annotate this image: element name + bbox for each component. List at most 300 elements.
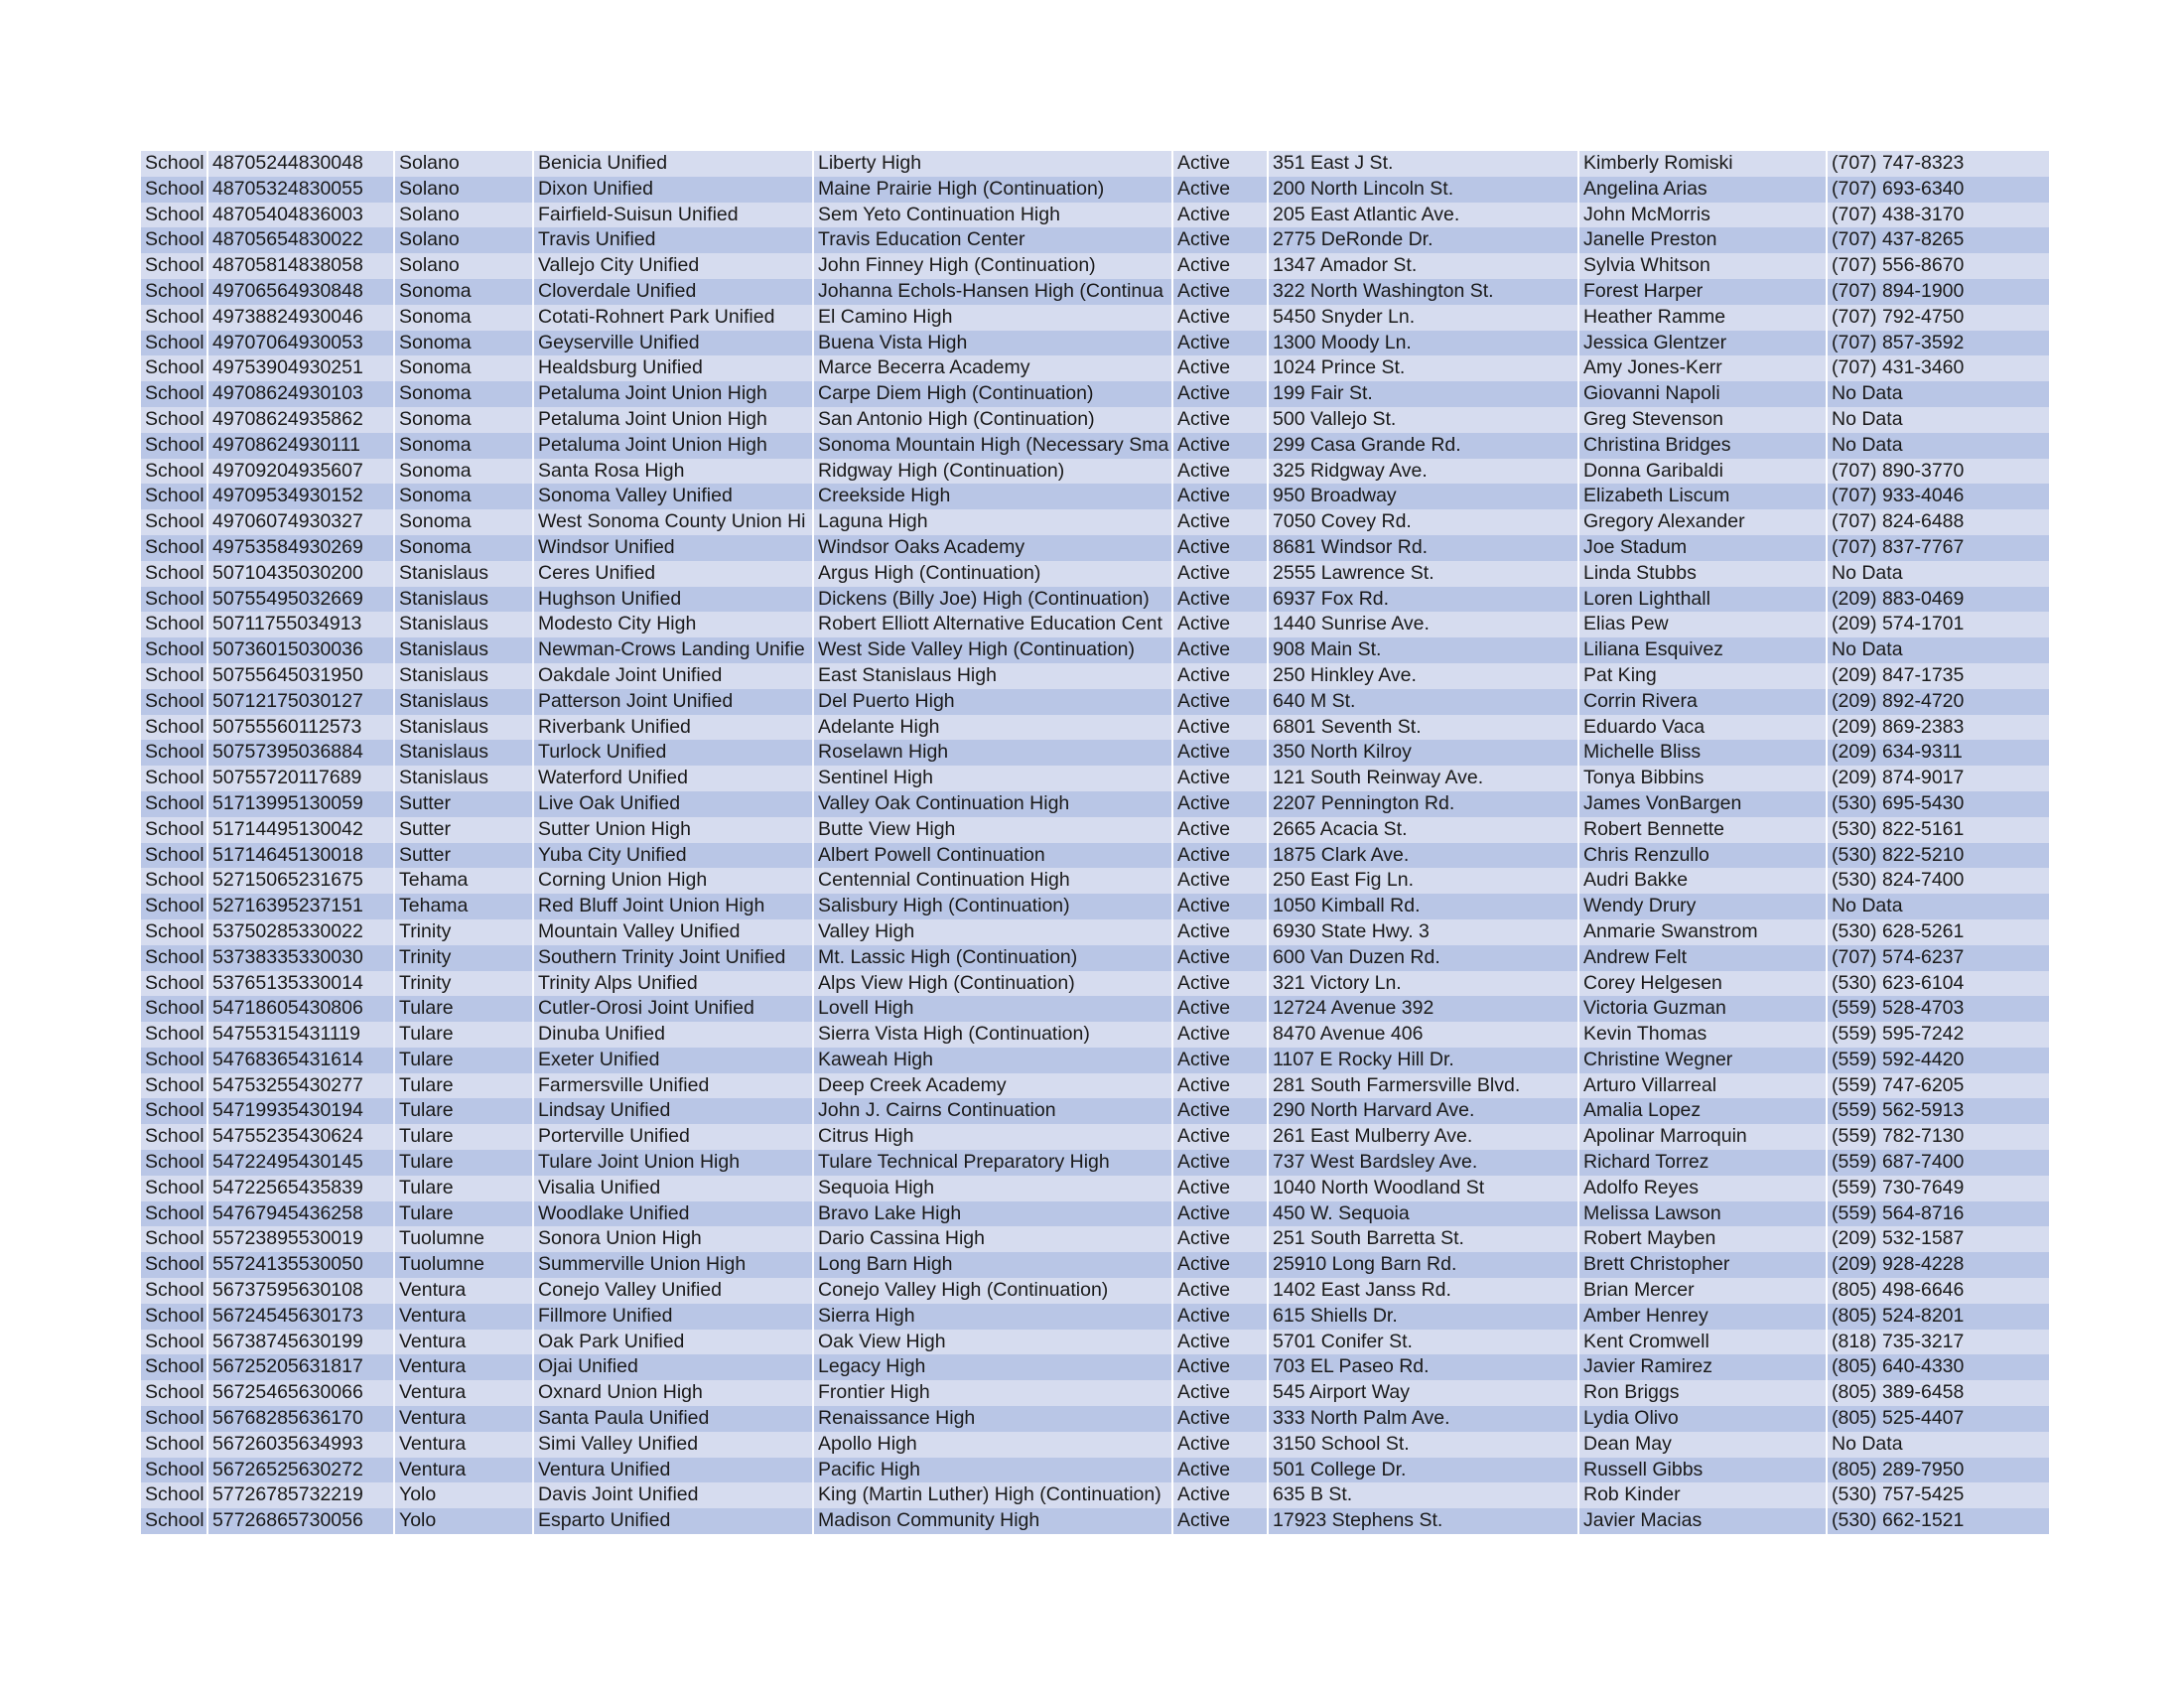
district-cell: Fillmore Unified bbox=[534, 1304, 814, 1330]
record-type-cell: School bbox=[141, 1278, 208, 1304]
record-type-cell: School bbox=[141, 1073, 208, 1099]
phone-cell: (805) 524-8201 bbox=[1832, 1304, 1965, 1327]
phone-cell: (707) 824-6488 bbox=[1832, 510, 1965, 533]
record-type-cell: School bbox=[141, 1482, 208, 1508]
cds-code-cell: 54718605430806 bbox=[208, 996, 395, 1022]
cds-code-cell: 56726525630272 bbox=[208, 1458, 395, 1483]
address-cell: 1347 Amador St. bbox=[1269, 253, 1579, 279]
administrator-cell: Anmarie Swanstrom bbox=[1579, 919, 1828, 945]
county-cell: Solano bbox=[395, 151, 534, 177]
address-cell: 250 East Fig Ln. bbox=[1269, 868, 1579, 894]
administrator-cell: Chris Renzullo bbox=[1579, 843, 1828, 869]
phone-cell: (530) 757-5425 bbox=[1832, 1483, 1965, 1506]
administrator-cell: Kimberly Romiski bbox=[1579, 151, 1828, 177]
district-cell: Dinuba Unified bbox=[534, 1022, 814, 1048]
county-cell: Sonoma bbox=[395, 459, 534, 485]
administrator-cell: Jessica Glentzer bbox=[1579, 331, 1828, 356]
status-cell: Active bbox=[1173, 1380, 1269, 1406]
district-cell: Benicia Unified bbox=[534, 151, 814, 177]
address-cell: 350 North Kilroy bbox=[1269, 740, 1579, 766]
table-row bbox=[141, 1278, 2049, 1304]
status-cell: Active bbox=[1173, 407, 1269, 433]
administrator-cell: Donna Garibaldi bbox=[1579, 459, 1828, 485]
table-row bbox=[141, 1048, 2049, 1073]
address-cell: 6930 State Hwy. 3 bbox=[1269, 919, 1579, 945]
address-cell: 1440 Sunrise Ave. bbox=[1269, 612, 1579, 637]
cds-code-cell: 53750285330022 bbox=[208, 919, 395, 945]
administrator-cell: Lydia Olivo bbox=[1579, 1406, 1828, 1432]
table-row bbox=[141, 1022, 2049, 1048]
address-cell: 500 Vallejo St. bbox=[1269, 407, 1579, 433]
record-type-cell: School bbox=[141, 637, 208, 663]
table-row bbox=[141, 791, 2049, 817]
record-type-cell: School bbox=[141, 509, 208, 535]
district-cell: Ojai Unified bbox=[534, 1354, 814, 1380]
table-row bbox=[141, 1406, 2049, 1432]
table-row bbox=[141, 868, 2049, 894]
address-cell: 1300 Moody Ln. bbox=[1269, 331, 1579, 356]
cds-code-cell: 51714495130042 bbox=[208, 817, 395, 843]
status-cell: Active bbox=[1173, 766, 1269, 791]
district-cell: Dixon Unified bbox=[534, 177, 814, 203]
status-cell: Active bbox=[1173, 843, 1269, 869]
phone-cell: No Data bbox=[1832, 433, 1903, 456]
school-name-cell: West Side Valley High (Continuation) bbox=[814, 637, 1173, 663]
table-row bbox=[141, 227, 2049, 253]
phone-cell: No Data bbox=[1832, 561, 1903, 584]
phone-cell: (530) 623-6104 bbox=[1832, 971, 1965, 994]
school-name-cell: John J. Cairns Continuation bbox=[814, 1098, 1173, 1124]
county-cell: Stanislaus bbox=[395, 663, 534, 689]
district-cell: Oakdale Joint Unified bbox=[534, 663, 814, 689]
status-cell: Active bbox=[1173, 1278, 1269, 1304]
status-cell: Active bbox=[1173, 689, 1269, 715]
school-name-cell: Del Puerto High bbox=[814, 689, 1173, 715]
address-cell: 1402 East Janss Rd. bbox=[1269, 1278, 1579, 1304]
cds-code-cell: 56724545630173 bbox=[208, 1304, 395, 1330]
phone-cell: (209) 883-0469 bbox=[1832, 587, 1965, 610]
record-type-cell: School bbox=[141, 587, 208, 613]
status-cell: Active bbox=[1173, 587, 1269, 613]
cds-code-cell: 48705244830048 bbox=[208, 151, 395, 177]
school-name-cell: Laguna High bbox=[814, 509, 1173, 535]
county-cell: Solano bbox=[395, 177, 534, 203]
record-type-cell: School bbox=[141, 433, 208, 459]
table-row bbox=[141, 1073, 2049, 1099]
record-type-cell: School bbox=[141, 561, 208, 587]
table-row bbox=[141, 1330, 2049, 1355]
address-cell: 205 East Atlantic Ave. bbox=[1269, 203, 1579, 228]
status-cell: Active bbox=[1173, 561, 1269, 587]
status-cell: Active bbox=[1173, 1124, 1269, 1150]
district-cell: Santa Paula Unified bbox=[534, 1406, 814, 1432]
administrator-cell: Dean May bbox=[1579, 1432, 1828, 1458]
administrator-cell: Audri Bakke bbox=[1579, 868, 1828, 894]
table-row bbox=[141, 1176, 2049, 1201]
table-row bbox=[141, 1252, 2049, 1278]
phone-cell: (707) 894-1900 bbox=[1832, 279, 1965, 302]
cds-code-cell: 54722495430145 bbox=[208, 1150, 395, 1176]
address-cell: 703 EL Paseo Rd. bbox=[1269, 1354, 1579, 1380]
school-name-cell: Dickens (Billy Joe) High (Continuation) bbox=[814, 587, 1173, 613]
address-cell: 250 Hinkley Ave. bbox=[1269, 663, 1579, 689]
table-row bbox=[141, 433, 2049, 459]
phone-cell: (707) 890-3770 bbox=[1832, 459, 1965, 482]
county-cell: Sonoma bbox=[395, 407, 534, 433]
status-cell: Active bbox=[1173, 663, 1269, 689]
table-row bbox=[141, 1432, 2049, 1458]
district-cell: Petaluma Joint Union High bbox=[534, 433, 814, 459]
record-type-cell: School bbox=[141, 971, 208, 997]
administrator-cell: Javier Ramirez bbox=[1579, 1354, 1828, 1380]
school-name-cell: Adelante High bbox=[814, 715, 1173, 741]
table-row bbox=[141, 817, 2049, 843]
status-cell: Active bbox=[1173, 227, 1269, 253]
status-cell: Active bbox=[1173, 253, 1269, 279]
table-row bbox=[141, 151, 2049, 177]
school-name-cell: Conejo Valley High (Continuation) bbox=[814, 1278, 1173, 1304]
school-name-cell: Renaissance High bbox=[814, 1406, 1173, 1432]
administrator-cell: Robert Bennette bbox=[1579, 817, 1828, 843]
status-cell: Active bbox=[1173, 996, 1269, 1022]
address-cell: 3150 School St. bbox=[1269, 1432, 1579, 1458]
record-type-cell: School bbox=[141, 612, 208, 637]
status-cell: Active bbox=[1173, 1176, 1269, 1201]
school-name-cell: East Stanislaus High bbox=[814, 663, 1173, 689]
county-cell: Stanislaus bbox=[395, 612, 534, 637]
phone-cell: (209) 574-1701 bbox=[1832, 613, 1965, 635]
table-row bbox=[141, 663, 2049, 689]
phone-cell: (209) 892-4720 bbox=[1832, 689, 1965, 712]
administrator-cell: Janelle Preston bbox=[1579, 227, 1828, 253]
table-row bbox=[141, 1150, 2049, 1176]
county-cell: Tulare bbox=[395, 1098, 534, 1124]
table-row bbox=[141, 971, 2049, 997]
record-type-cell: School bbox=[141, 715, 208, 741]
district-cell: Patterson Joint Unified bbox=[534, 689, 814, 715]
record-type-cell: School bbox=[141, 203, 208, 228]
school-name-cell: Legacy High bbox=[814, 1354, 1173, 1380]
address-cell: 1875 Clark Ave. bbox=[1269, 843, 1579, 869]
county-cell: Stanislaus bbox=[395, 689, 534, 715]
county-cell: Sutter bbox=[395, 817, 534, 843]
cds-code-cell: 48705814838058 bbox=[208, 253, 395, 279]
table-row bbox=[141, 1458, 2049, 1483]
district-cell: Sonoma Valley Unified bbox=[534, 484, 814, 509]
table-row bbox=[141, 1508, 2049, 1534]
address-cell: 1040 North Woodland St bbox=[1269, 1176, 1579, 1201]
table-row bbox=[141, 177, 2049, 203]
table-row bbox=[141, 355, 2049, 381]
district-cell: Vallejo City Unified bbox=[534, 253, 814, 279]
status-cell: Active bbox=[1173, 894, 1269, 919]
phone-cell: (707) 857-3592 bbox=[1832, 331, 1965, 353]
administrator-cell: Gregory Alexander bbox=[1579, 509, 1828, 535]
table-row bbox=[141, 766, 2049, 791]
school-name-cell: Sem Yeto Continuation High bbox=[814, 203, 1173, 228]
county-cell: Tehama bbox=[395, 894, 534, 919]
phone-cell: (805) 640-4330 bbox=[1832, 1355, 1965, 1378]
record-type-cell: School bbox=[141, 1458, 208, 1483]
district-cell: Visalia Unified bbox=[534, 1176, 814, 1201]
status-cell: Active bbox=[1173, 1330, 1269, 1355]
administrator-cell: Eduardo Vaca bbox=[1579, 715, 1828, 741]
status-cell: Active bbox=[1173, 1226, 1269, 1252]
phone-cell: (805) 389-6458 bbox=[1832, 1381, 1965, 1404]
county-cell: Sonoma bbox=[395, 484, 534, 509]
administrator-cell: Russell Gibbs bbox=[1579, 1458, 1828, 1483]
district-cell: Travis Unified bbox=[534, 227, 814, 253]
phone-cell: (559) 687-7400 bbox=[1832, 1151, 1965, 1174]
district-cell: Petaluma Joint Union High bbox=[534, 407, 814, 433]
cds-code-cell: 49708624930103 bbox=[208, 381, 395, 407]
address-cell: 7050 Covey Rd. bbox=[1269, 509, 1579, 535]
cds-code-cell: 49707064930053 bbox=[208, 331, 395, 356]
table-row bbox=[141, 253, 2049, 279]
district-cell: Riverbank Unified bbox=[534, 715, 814, 741]
cds-code-cell: 49753584930269 bbox=[208, 535, 395, 561]
administrator-cell: Apolinar Marroquin bbox=[1579, 1124, 1828, 1150]
record-type-cell: School bbox=[141, 1432, 208, 1458]
county-cell: Tulare bbox=[395, 1124, 534, 1150]
district-cell: Sutter Union High bbox=[534, 817, 814, 843]
address-cell: 950 Broadway bbox=[1269, 484, 1579, 509]
phone-cell: (209) 634-9311 bbox=[1832, 741, 1963, 764]
table-row bbox=[141, 1482, 2049, 1508]
cds-code-cell: 51714645130018 bbox=[208, 843, 395, 869]
status-cell: Active bbox=[1173, 1252, 1269, 1278]
administrator-cell: Christine Wegner bbox=[1579, 1048, 1828, 1073]
cds-code-cell: 50712175030127 bbox=[208, 689, 395, 715]
record-type-cell: School bbox=[141, 1022, 208, 1048]
address-cell: 321 Victory Ln. bbox=[1269, 971, 1579, 997]
cds-code-cell: 54753255430277 bbox=[208, 1073, 395, 1099]
administrator-cell: Ron Briggs bbox=[1579, 1380, 1828, 1406]
administrator-cell: Tonya Bibbins bbox=[1579, 766, 1828, 791]
address-cell: 8681 Windsor Rd. bbox=[1269, 535, 1579, 561]
administrator-cell: Javier Macias bbox=[1579, 1508, 1828, 1534]
status-cell: Active bbox=[1173, 305, 1269, 331]
address-cell: 2775 DeRonde Dr. bbox=[1269, 227, 1579, 253]
county-cell: Tulare bbox=[395, 1150, 534, 1176]
record-type-cell: School bbox=[141, 381, 208, 407]
district-cell: Ventura Unified bbox=[534, 1458, 814, 1483]
administrator-cell: Linda Stubbs bbox=[1579, 561, 1828, 587]
status-cell: Active bbox=[1173, 484, 1269, 509]
record-type-cell: School bbox=[141, 740, 208, 766]
administrator-cell: Heather Ramme bbox=[1579, 305, 1828, 331]
school-name-cell: Deep Creek Academy bbox=[814, 1073, 1173, 1099]
cds-code-cell: 53765135330014 bbox=[208, 971, 395, 997]
record-type-cell: School bbox=[141, 279, 208, 305]
record-type-cell: School bbox=[141, 227, 208, 253]
record-type-cell: School bbox=[141, 1354, 208, 1380]
district-cell: Farmersville Unified bbox=[534, 1073, 814, 1099]
address-cell: 908 Main St. bbox=[1269, 637, 1579, 663]
county-cell: Ventura bbox=[395, 1278, 534, 1304]
district-cell: Conejo Valley Unified bbox=[534, 1278, 814, 1304]
county-cell: Ventura bbox=[395, 1458, 534, 1483]
district-cell: Cloverdale Unified bbox=[534, 279, 814, 305]
record-type-cell: School bbox=[141, 663, 208, 689]
address-cell: 5450 Snyder Ln. bbox=[1269, 305, 1579, 331]
table-row bbox=[141, 1226, 2049, 1252]
record-type-cell: School bbox=[141, 484, 208, 509]
phone-cell: No Data bbox=[1832, 1432, 1903, 1455]
county-cell: Tulare bbox=[395, 996, 534, 1022]
district-cell: Oxnard Union High bbox=[534, 1380, 814, 1406]
administrator-cell: Sylvia Whitson bbox=[1579, 253, 1828, 279]
phone-cell: (209) 847-1735 bbox=[1832, 663, 1965, 686]
table-row bbox=[141, 1201, 2049, 1227]
phone-cell: No Data bbox=[1832, 895, 1903, 917]
table-row bbox=[141, 1304, 2049, 1330]
district-cell: Modesto City High bbox=[534, 612, 814, 637]
table-row bbox=[141, 561, 2049, 587]
record-type-cell: School bbox=[141, 331, 208, 356]
record-type-cell: School bbox=[141, 407, 208, 433]
phone-cell: (530) 824-7400 bbox=[1832, 869, 1965, 892]
status-cell: Active bbox=[1173, 1048, 1269, 1073]
administrator-cell: Kevin Thomas bbox=[1579, 1022, 1828, 1048]
district-cell: Red Bluff Joint Union High bbox=[534, 894, 814, 919]
county-cell: Tulare bbox=[395, 1048, 534, 1073]
school-name-cell: Lovell High bbox=[814, 996, 1173, 1022]
status-cell: Active bbox=[1173, 509, 1269, 535]
district-cell: Fairfield-Suisun Unified bbox=[534, 203, 814, 228]
status-cell: Active bbox=[1173, 151, 1269, 177]
address-cell: 1050 Kimball Rd. bbox=[1269, 894, 1579, 919]
cds-code-cell: 48705654830022 bbox=[208, 227, 395, 253]
district-cell: Mountain Valley Unified bbox=[534, 919, 814, 945]
county-cell: Trinity bbox=[395, 971, 534, 997]
school-name-cell: Liberty High bbox=[814, 151, 1173, 177]
school-name-cell: Citrus High bbox=[814, 1124, 1173, 1150]
record-type-cell: School bbox=[141, 1380, 208, 1406]
table-row bbox=[141, 1124, 2049, 1150]
table-row bbox=[141, 459, 2049, 485]
status-cell: Active bbox=[1173, 459, 1269, 485]
district-cell: Windsor Unified bbox=[534, 535, 814, 561]
cds-code-cell: 52715065231675 bbox=[208, 868, 395, 894]
phone-cell: (559) 730-7649 bbox=[1832, 1176, 1965, 1198]
cds-code-cell: 55723895530019 bbox=[208, 1226, 395, 1252]
table-row bbox=[141, 843, 2049, 869]
district-cell: Southern Trinity Joint Unified bbox=[534, 945, 814, 971]
school-name-cell: Windsor Oaks Academy bbox=[814, 535, 1173, 561]
school-name-cell: Argus High (Continuation) bbox=[814, 561, 1173, 587]
administrator-cell: Forest Harper bbox=[1579, 279, 1828, 305]
county-cell: Yolo bbox=[395, 1482, 534, 1508]
status-cell: Active bbox=[1173, 945, 1269, 971]
phone-cell: (530) 662-1521 bbox=[1832, 1509, 1965, 1532]
cds-code-cell: 54719935430194 bbox=[208, 1098, 395, 1124]
address-cell: 1107 E Rocky Hill Dr. bbox=[1269, 1048, 1579, 1073]
school-table bbox=[141, 151, 2049, 1534]
address-cell: 333 North Palm Ave. bbox=[1269, 1406, 1579, 1432]
record-type-cell: School bbox=[141, 1330, 208, 1355]
phone-cell: (707) 438-3170 bbox=[1832, 203, 1965, 225]
record-type-cell: School bbox=[141, 1226, 208, 1252]
record-type-cell: School bbox=[141, 151, 208, 177]
table-row bbox=[141, 305, 2049, 331]
cds-code-cell: 49708624935862 bbox=[208, 407, 395, 433]
district-cell: Summerville Union High bbox=[534, 1252, 814, 1278]
district-cell: West Sonoma County Union Hi bbox=[534, 509, 814, 535]
school-name-cell: Creekside High bbox=[814, 484, 1173, 509]
school-name-cell: Valley Oak Continuation High bbox=[814, 791, 1173, 817]
school-name-cell: Travis Education Center bbox=[814, 227, 1173, 253]
address-cell: 640 M St. bbox=[1269, 689, 1579, 715]
district-cell: Yuba City Unified bbox=[534, 843, 814, 869]
cds-code-cell: 50755720117689 bbox=[208, 766, 395, 791]
county-cell: Sonoma bbox=[395, 305, 534, 331]
phone-cell: (559) 595-7242 bbox=[1832, 1023, 1965, 1046]
county-cell: Sutter bbox=[395, 843, 534, 869]
address-cell: 737 West Bardsley Ave. bbox=[1269, 1150, 1579, 1176]
cds-code-cell: 49709534930152 bbox=[208, 484, 395, 509]
administrator-cell: Corey Helgesen bbox=[1579, 971, 1828, 997]
table-row bbox=[141, 331, 2049, 356]
phone-cell: (530) 628-5261 bbox=[1832, 919, 1965, 942]
county-cell: Sonoma bbox=[395, 535, 534, 561]
status-cell: Active bbox=[1173, 381, 1269, 407]
table-row bbox=[141, 509, 2049, 535]
status-cell: Active bbox=[1173, 331, 1269, 356]
county-cell: Yolo bbox=[395, 1508, 534, 1534]
record-type-cell: School bbox=[141, 1304, 208, 1330]
phone-cell: (805) 289-7950 bbox=[1832, 1458, 1965, 1480]
address-cell: 2207 Pennington Rd. bbox=[1269, 791, 1579, 817]
phone-cell: (209) 869-2383 bbox=[1832, 715, 1965, 738]
administrator-cell: Andrew Felt bbox=[1579, 945, 1828, 971]
county-cell: Stanislaus bbox=[395, 715, 534, 741]
district-cell: Cotati-Rohnert Park Unified bbox=[534, 305, 814, 331]
school-name-cell: Long Barn High bbox=[814, 1252, 1173, 1278]
address-cell: 450 W. Sequoia bbox=[1269, 1201, 1579, 1227]
county-cell: Trinity bbox=[395, 945, 534, 971]
status-cell: Active bbox=[1173, 1022, 1269, 1048]
cds-code-cell: 57726865730056 bbox=[208, 1508, 395, 1534]
status-cell: Active bbox=[1173, 971, 1269, 997]
phone-cell: (209) 928-4228 bbox=[1832, 1253, 1965, 1276]
district-cell: Davis Joint Unified bbox=[534, 1482, 814, 1508]
administrator-cell: Liliana Esquivez bbox=[1579, 637, 1828, 663]
record-type-cell: School bbox=[141, 1406, 208, 1432]
record-type-cell: School bbox=[141, 1252, 208, 1278]
county-cell: Solano bbox=[395, 253, 534, 279]
status-cell: Active bbox=[1173, 1098, 1269, 1124]
address-cell: 299 Casa Grande Rd. bbox=[1269, 433, 1579, 459]
table-row bbox=[141, 381, 2049, 407]
county-cell: Ventura bbox=[395, 1380, 534, 1406]
administrator-cell: Loren Lighthall bbox=[1579, 587, 1828, 613]
address-cell: 17923 Stephens St. bbox=[1269, 1508, 1579, 1534]
school-name-cell: Valley High bbox=[814, 919, 1173, 945]
district-cell: Exeter Unified bbox=[534, 1048, 814, 1073]
cds-code-cell: 56738745630199 bbox=[208, 1330, 395, 1355]
cds-code-cell: 53738335330030 bbox=[208, 945, 395, 971]
phone-cell: (707) 933-4046 bbox=[1832, 485, 1965, 507]
record-type-cell: School bbox=[141, 1048, 208, 1073]
phone-cell: (707) 792-4750 bbox=[1832, 305, 1965, 328]
school-name-cell: John Finney High (Continuation) bbox=[814, 253, 1173, 279]
cds-code-cell: 54767945436258 bbox=[208, 1201, 395, 1227]
district-cell: Newman-Crows Landing Unifie bbox=[534, 637, 814, 663]
cds-code-cell: 49709204935607 bbox=[208, 459, 395, 485]
district-cell: Tulare Joint Union High bbox=[534, 1150, 814, 1176]
record-type-cell: School bbox=[141, 996, 208, 1022]
